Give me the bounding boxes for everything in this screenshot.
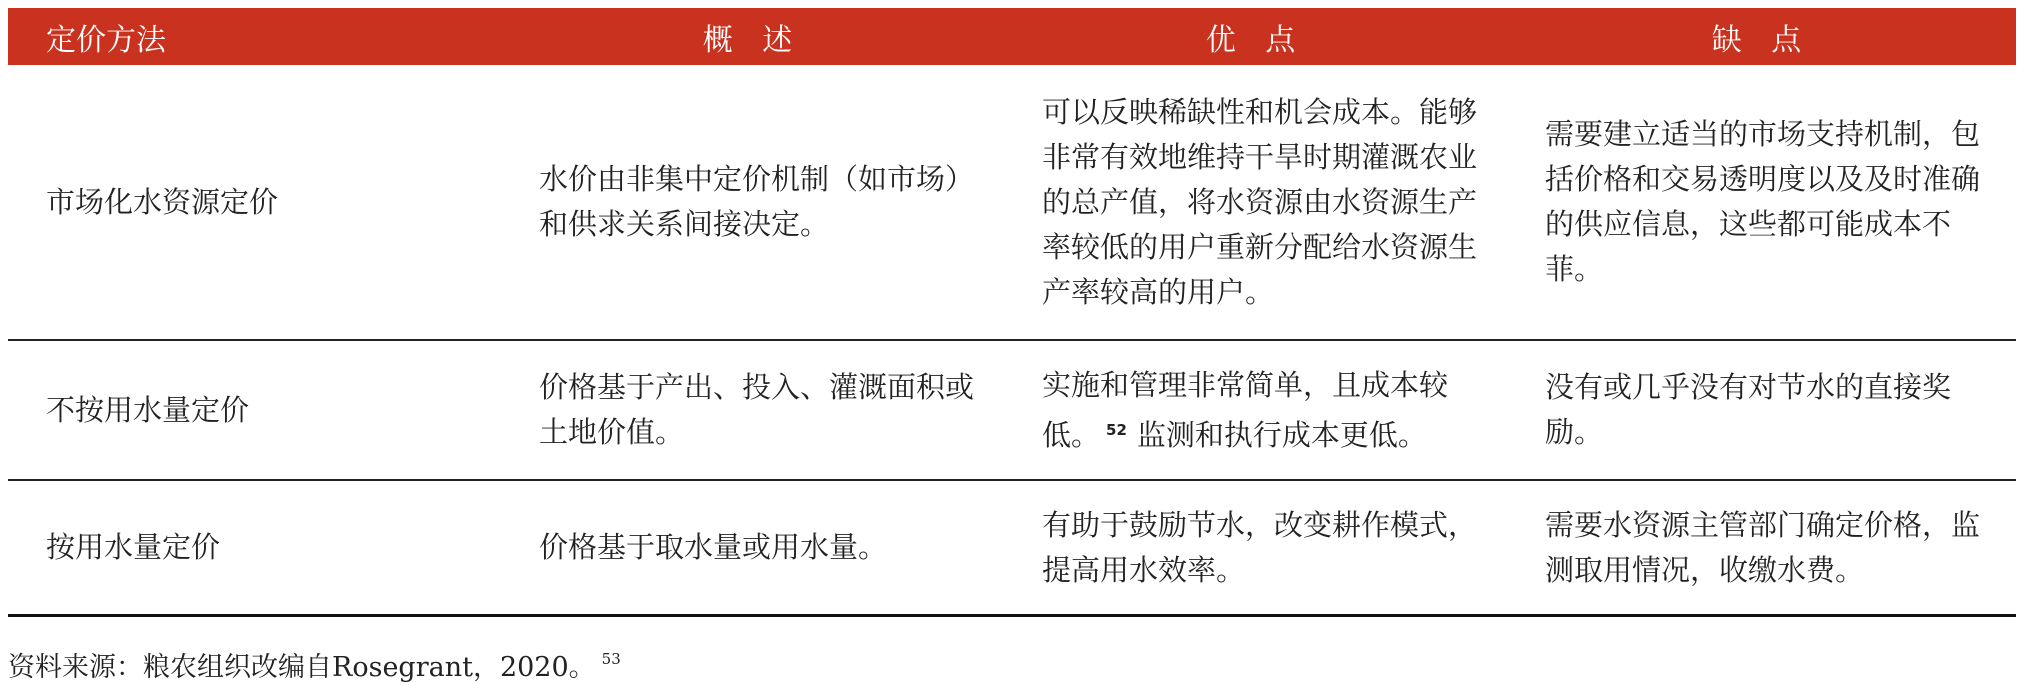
source-text: 资料来源：粮农组织改编自Rosegrant，2020。 xyxy=(8,652,596,683)
pros-cell: 可以反映稀缺性和机会成本。能够非常有效地维持干旱时期灌溉农业的总产值，将水资源由水资源生产率较低的用户重新分配给水资源生产率较高的用户。 xyxy=(1042,94,1478,309)
method-cell: 按用水量定价 xyxy=(46,530,221,564)
header-pros: 优 点 xyxy=(1205,22,1306,58)
table-header xyxy=(8,8,2016,65)
source-note xyxy=(8,645,621,684)
table-row xyxy=(8,341,2016,481)
cons-cell: 没有或几乎没有对节水的直接奖励。 xyxy=(1545,370,1952,449)
pros-text: 监测和执行成本更低。 xyxy=(1136,417,1427,452)
cons-cell: 需要建立适当的市场支持机制，包括价格和交易透明度以及及时准确的供应信息，这些都可能成本不菲。 xyxy=(1545,117,1981,286)
overview-cell: 价格基于产出、投入、灌溉面积或土地价值。 xyxy=(539,370,975,449)
overview-cell: 价格基于取水量或用水量。 xyxy=(539,530,888,564)
header-method: 定价方法 xyxy=(46,22,166,58)
method-cell: 市场化水资源定价 xyxy=(46,184,279,219)
pros-text: 实施和管理非常简单，且成本较低。 xyxy=(1042,367,1449,452)
pros-cell xyxy=(1004,363,1507,458)
header-overview: 概 述 xyxy=(702,22,803,58)
method-cell: 不按用水量定价 xyxy=(46,392,250,427)
footnote-ref: 52 xyxy=(1106,420,1127,439)
pricing-methods-table xyxy=(8,8,2016,617)
footnote-ref: 53 xyxy=(601,650,621,668)
header-cons: 缺 点 xyxy=(1711,22,1812,58)
pros-cell: 有助于鼓励节水，改变耕作模式，提高用水效率。 xyxy=(1042,507,1478,587)
cons-cell: 需要水资源主管部门确定价格，监测取用情况，收缴水费。 xyxy=(1545,507,1981,587)
table-row xyxy=(8,481,2016,617)
table-row xyxy=(8,65,2016,341)
overview-cell: 水价由非集中定价机制（如市场）和供求关系间接决定。 xyxy=(539,162,975,241)
